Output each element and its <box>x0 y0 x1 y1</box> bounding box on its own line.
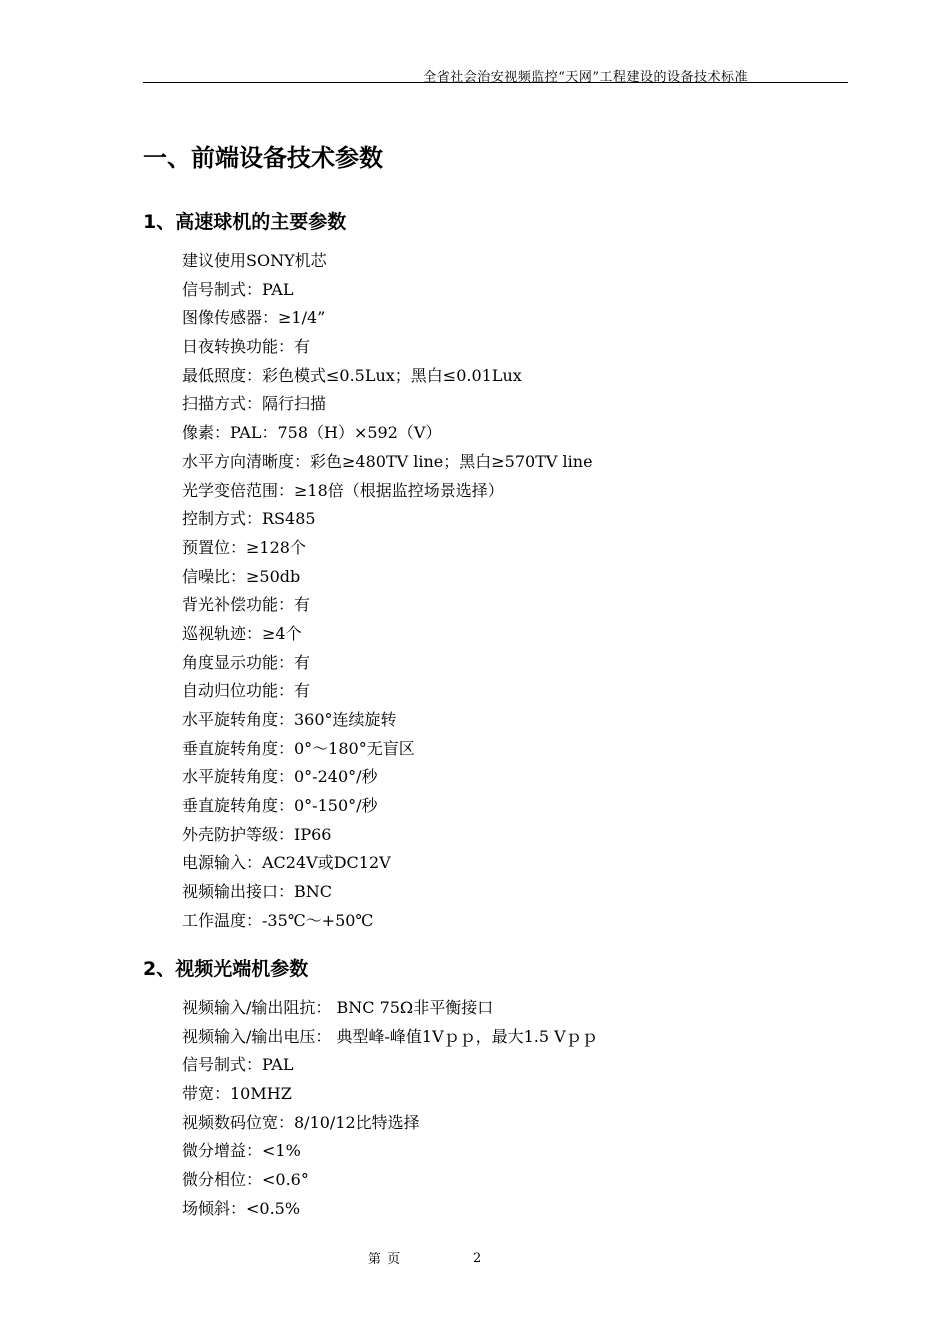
header-rule <box>143 82 848 83</box>
spec-item: 背光补偿功能：有 <box>182 595 311 615</box>
spec-item: 垂直旋转角度：0°～180°无盲区 <box>182 738 415 758</box>
spec-list-video-transceiver <box>182 994 598 1224</box>
spec-item: 水平方向清晰度：彩色≥480TV line；黑白≥570TV line <box>182 451 593 471</box>
spec-item: 像素：PAL：758（H）×592（V） <box>182 423 442 443</box>
spec-item: 扫描方式：隔行扫描 <box>182 394 327 414</box>
spec-item: 图像传感器：≥1/4” <box>182 308 326 328</box>
spec-item: 微分相位：<0.6° <box>182 1170 309 1190</box>
spec-item: 信噪比：≥50db <box>182 566 301 586</box>
spec-item: 信号制式：PAL <box>182 279 294 299</box>
spec-item: 垂直旋转角度：0°-150°/秒 <box>182 796 378 816</box>
spec-list-ptz-camera <box>182 247 593 936</box>
footer-page-number: 2 <box>473 1251 482 1266</box>
spec-item: 自动归位功能：有 <box>182 681 311 701</box>
spec-item: 光学变倍范围：≥18倍（根据监控场景选择） <box>182 480 504 500</box>
spec-item: 外壳防护等级：IP66 <box>182 824 332 844</box>
spec-item: 电源输入：AC24V或DC12V <box>182 853 391 873</box>
spec-item: 视频输出接口：BNC <box>182 882 333 902</box>
spec-item: 建议使用SONY机芯 <box>182 251 327 270</box>
spec-item: 视频输入/输出电压： 典型峰-峰值1Vｐｐ，最大1.5 Vｐｐ <box>182 1026 598 1046</box>
spec-item: 最低照度：彩色模式≤0.5Lux；黑白≤0.01Lux <box>182 365 522 385</box>
spec-item: 控制方式：RS485 <box>182 509 316 529</box>
section-heading-video-transceiver: 2、视频光端机参数 <box>143 958 309 980</box>
spec-item: 带宽：10MHZ <box>182 1084 292 1104</box>
spec-item: 水平旋转角度：360°连续旋转 <box>182 710 397 729</box>
section-heading-ptz-camera: 1、高速球机的主要参数 <box>143 211 347 233</box>
spec-item: 预置位：≥128个 <box>182 537 306 557</box>
spec-item: 场倾斜：<0.5% <box>182 1198 301 1218</box>
spec-item: 视频数码位宽：8/10/12比特选择 <box>182 1112 420 1132</box>
spec-item: 巡视轨迹：≥4个 <box>182 623 302 643</box>
chapter-heading: 一、前端设备技术参数 <box>143 144 383 172</box>
spec-item: 信号制式：PAL <box>182 1055 294 1075</box>
spec-item: 水平旋转角度：0°-240°/秒 <box>182 767 378 787</box>
spec-item: 角度显示功能：有 <box>182 652 311 672</box>
spec-item: 日夜转换功能：有 <box>182 337 311 357</box>
footer-page-label: 第 页 <box>368 1252 402 1267</box>
spec-item: 视频输入/输出阻抗： BNC 75Ω非平衡接口 <box>182 998 494 1017</box>
spec-item: 工作温度：-35℃～+50℃ <box>182 910 374 930</box>
running-header: 全省社会治安视频监控“天网”工程建设的设备技术标准 <box>423 70 748 85</box>
spec-item: 微分增益：<1% <box>182 1141 301 1161</box>
